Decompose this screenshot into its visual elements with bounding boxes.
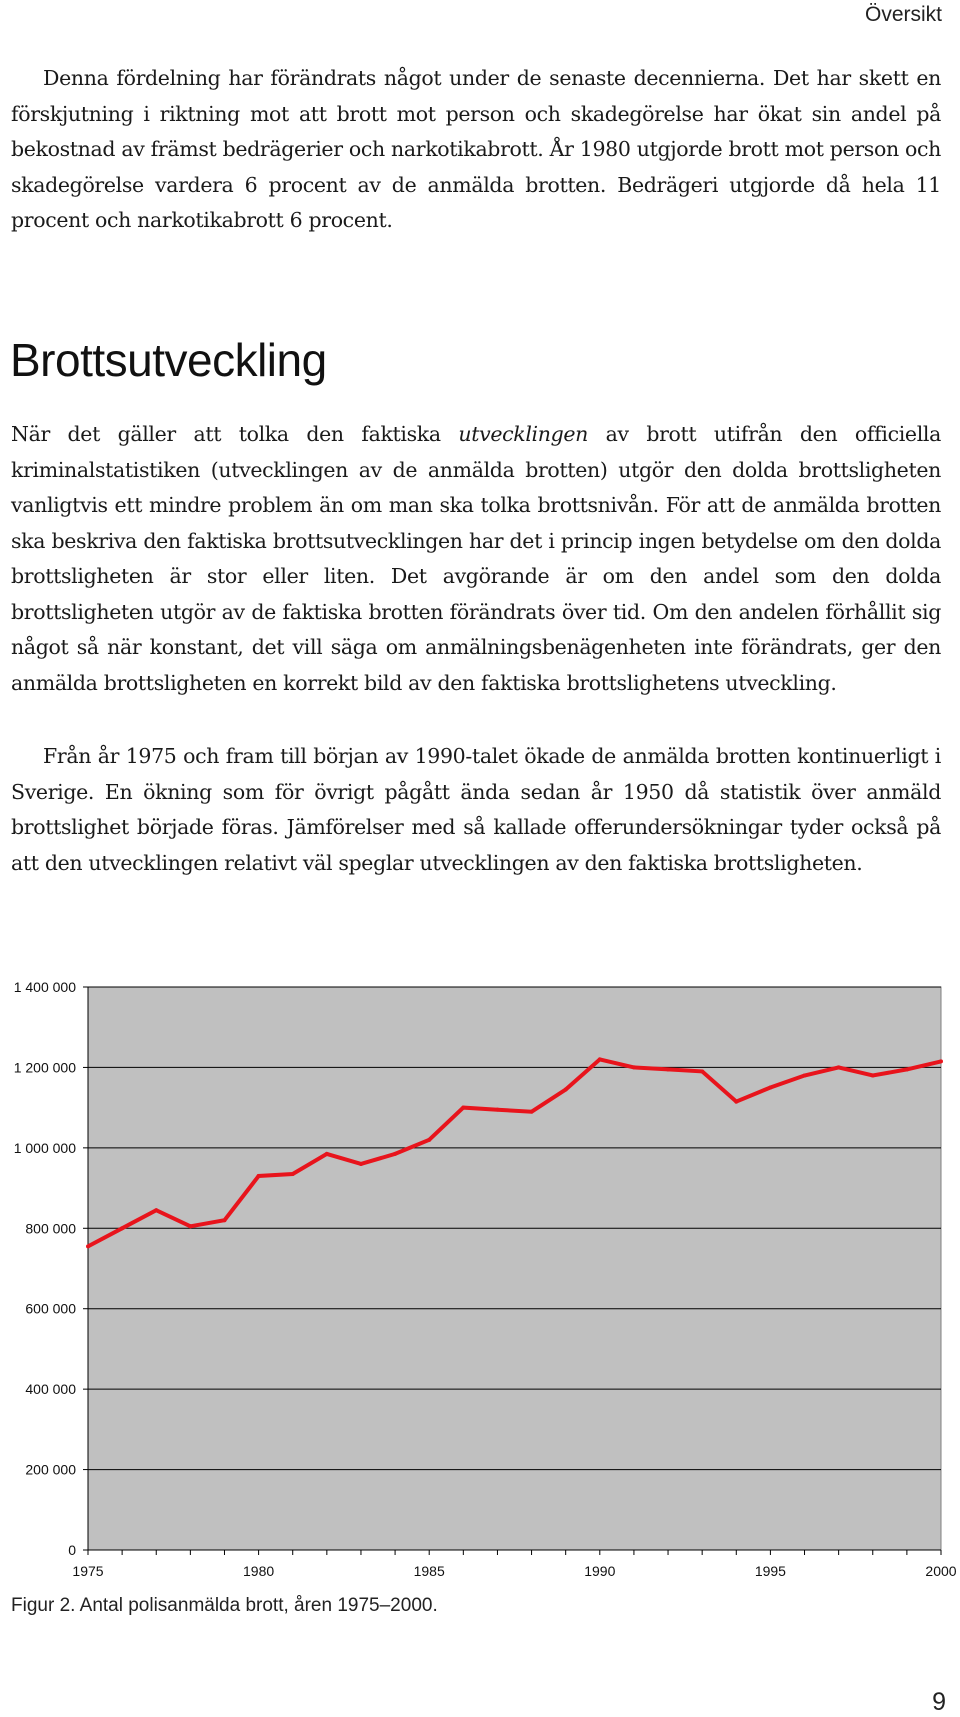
data-point xyxy=(120,1226,124,1230)
data-point xyxy=(905,1067,909,1071)
y-tick-label: 1 000 000 xyxy=(13,1139,76,1156)
data-point xyxy=(530,1110,534,1114)
data-point xyxy=(188,1224,192,1228)
paragraph-trend: Från år 1975 och fram till början av 1990-talet ökade de anmälda brotten kontinuerligt i Sverige. En ökning som för övrigt pågått ända sedan år 1950 då statistik över anmäld brottslighet började föras. Jämförelser med så kallade offerundersökningar tyder också på att den utvecklingen relativt väl speglar utvecklingen av den faktiska brottsligheten. xyxy=(11,744,941,875)
running-header: Översikt xyxy=(864,3,942,26)
data-point xyxy=(803,1073,807,1077)
y-tick-label: 600 000 xyxy=(25,1300,76,1317)
x-tick-label: 1985 xyxy=(413,1563,445,1579)
y-tick-label: 800 000 xyxy=(25,1220,76,1237)
figure-caption: Figur 2. Antal polisanmälda brott, åren 1975–2000. xyxy=(11,1595,438,1616)
y-tick-label: 0 xyxy=(68,1542,76,1558)
y-tick-label: 1 400 000 xyxy=(13,979,76,995)
data-point xyxy=(325,1152,329,1156)
data-point xyxy=(632,1065,636,1069)
x-tick-label: 1975 xyxy=(72,1563,104,1579)
section-heading: Brottsutveckling xyxy=(10,334,327,386)
x-axis-ticks xyxy=(72,1550,956,1579)
data-point xyxy=(86,1244,90,1248)
paragraph-text: När det gäller att tolka den faktiska xyxy=(11,422,459,446)
data-point xyxy=(871,1073,875,1077)
crime-chart xyxy=(0,970,960,1590)
y-tick-label: 200 000 xyxy=(25,1461,76,1478)
y-tick-label: 1 200 000 xyxy=(13,1059,76,1076)
data-point xyxy=(598,1057,602,1061)
data-point xyxy=(768,1086,772,1090)
data-point xyxy=(666,1067,670,1071)
data-point xyxy=(393,1152,397,1156)
x-tick-label: 1990 xyxy=(584,1563,616,1579)
paragraph-development xyxy=(11,417,941,701)
data-point xyxy=(257,1174,261,1178)
data-point xyxy=(939,1059,943,1063)
paragraph-text: av brott utifrån den officiella kriminalstatistiken (utvecklingen av de anmälda brotten) utgör den dolda brottsligheten vanligtvis ett mindre problem än om man ska tolka brottsnivån. För att de anmälda brotten ska beskriva den faktiska brottsutvecklingen har det i princip ingen betydelse om den dolda brottsligheten är stor eller liten. Det avgörande är om den andel som den dolda brottsligheten utgör av de faktiska brotten förändrats över tid. Om den andelen förhållit sig något så när konstant, det vill säga om anmälningsbenägenheten inte förändrats, ger den anmälda brottsligheten en korrekt bild av den faktiska brottslighetens utveckling. xyxy=(11,422,941,695)
y-axis-ticks xyxy=(14,979,88,1558)
data-point xyxy=(222,1218,226,1222)
data-point xyxy=(495,1108,499,1112)
data-point xyxy=(291,1172,295,1176)
data-point xyxy=(700,1069,704,1073)
paragraph-intro: Denna fördelning har förändrats något under de senaste decennierna. Det har skett en förskjutning i riktning mot att brott mot person och skadegörelse har ökat sin andel på bekostnad av främst bedrägerier och narkotikabrott. År 1980 utgjorde brott mot person och skadegörelse vardera 6 procent av de anmälda brotten. Bedrägeri utgjorde då hela 11 procent och narkotikabrott 6 procent. xyxy=(11,66,941,232)
data-point xyxy=(734,1100,738,1104)
x-tick-label: 1995 xyxy=(754,1563,786,1579)
data-point xyxy=(564,1088,568,1092)
data-point xyxy=(461,1106,465,1110)
data-point xyxy=(837,1065,841,1069)
page-number: 9 xyxy=(932,1688,946,1716)
emphasis-term: utvecklingen xyxy=(458,422,589,446)
x-tick-label: 1980 xyxy=(243,1563,275,1579)
data-point xyxy=(154,1208,158,1212)
data-point xyxy=(359,1162,363,1166)
y-tick-label: 400 000 xyxy=(25,1381,76,1398)
data-point xyxy=(427,1138,431,1142)
x-tick-label: 2000 xyxy=(925,1563,957,1579)
